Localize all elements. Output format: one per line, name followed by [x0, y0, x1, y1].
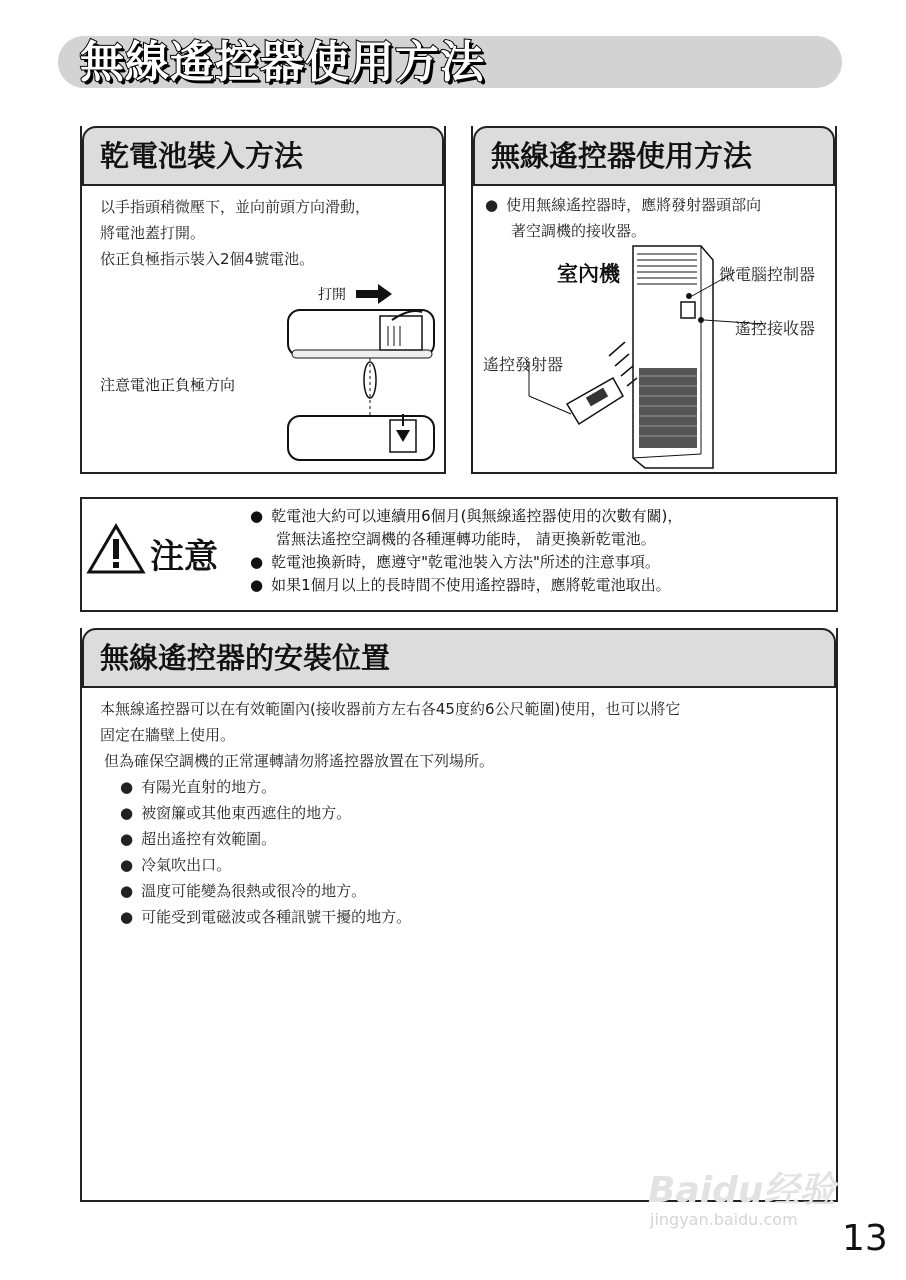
install-item-3: ● 超出遙控有效範圍。	[120, 826, 680, 852]
battery-panel	[80, 126, 446, 474]
install-panel	[80, 628, 838, 1202]
usage-panel-title: 無線遙控器使用方法	[491, 139, 753, 173]
label-receiver: 遙控接收器	[735, 319, 816, 338]
usage-panel-header	[473, 126, 835, 186]
install-list	[100, 774, 680, 930]
install-panel-header	[82, 628, 836, 688]
battery-instructions	[100, 194, 370, 272]
polarity-note: 注意電池正負極方向	[100, 376, 236, 394]
install-intro-2: 固定在牆壁上使用。	[100, 726, 236, 744]
install-item-5: ● 溫度可能變為很熱或很冷的地方。	[120, 878, 680, 904]
warning-triangle-icon	[86, 523, 146, 575]
caution-item-1-cont: 當無法遙控空調機的各種運轉功能時， 請更換新乾電池。	[276, 530, 656, 548]
install-intro-1: 本無線遙控器可以在有效範圍內(接收器前方左右各45度約6公尺範圍)使用，也可以將它	[100, 700, 681, 718]
battery-line-1: 以手指頭稍微壓下，並向前頭方向滑動，	[100, 198, 371, 216]
caution-item-1: ● 乾電池大約可以連續用6個月(與無線遙控器使用的次數有關)，	[250, 505, 682, 528]
page-number: 13	[842, 1218, 888, 1259]
usage-bullet-line-1: ● 使用無線遙控器時，應將發射器頭部向	[485, 192, 761, 218]
caution-item-2: ● 乾電池換新時，應遵守"乾電池裝入方法"所述的注意事項。	[250, 551, 682, 574]
remote-battery-illustration	[282, 276, 442, 466]
label-controller: 微電腦控制器	[719, 265, 816, 284]
label-indoor-unit: 室內機	[557, 262, 620, 286]
open-label: 打開	[318, 287, 346, 303]
install-panel-title: 無線遙控器的安裝位置	[100, 641, 391, 675]
battery-panel-title: 乾電池裝入方法	[100, 139, 304, 173]
caution-title: 注意	[150, 537, 218, 577]
usage-bullet-line-2: 著空調機的接收器。	[511, 222, 647, 240]
watermark-url: jingyan.baidu.com	[650, 1210, 798, 1229]
caution-item-3: ● 如果1個月以上的長時間不使用遙控器時，應將乾電池取出。	[250, 574, 682, 597]
install-item-4: ● 冷氣吹出口。	[120, 852, 680, 878]
caution-box	[80, 497, 838, 612]
caution-list	[250, 505, 682, 597]
install-intro-3: 但為確保空調機的正常運轉請勿將遙控器放置在下列場所。	[104, 752, 495, 770]
install-item-6: ● 可能受到電磁波或各種訊號干擾的地方。	[120, 904, 680, 930]
battery-line-2: 將電池蓋打開。	[100, 224, 206, 242]
usage-panel	[471, 126, 837, 474]
indoor-unit-illustration	[473, 236, 835, 472]
install-item-2: ● 被窗簾或其他東西遮住的地方。	[120, 800, 680, 826]
install-item-1: ● 有陽光直射的地方。	[120, 774, 680, 800]
label-transmitter: 遙控發射器	[483, 355, 564, 374]
battery-panel-header	[82, 126, 444, 186]
install-text	[100, 696, 680, 930]
battery-line-3: 依正負極指示裝入2個4號電池。	[100, 250, 315, 268]
baidu-watermark: Baidu经验	[648, 1170, 836, 1211]
page-title: 無線遙控器使用方法	[80, 37, 485, 88]
